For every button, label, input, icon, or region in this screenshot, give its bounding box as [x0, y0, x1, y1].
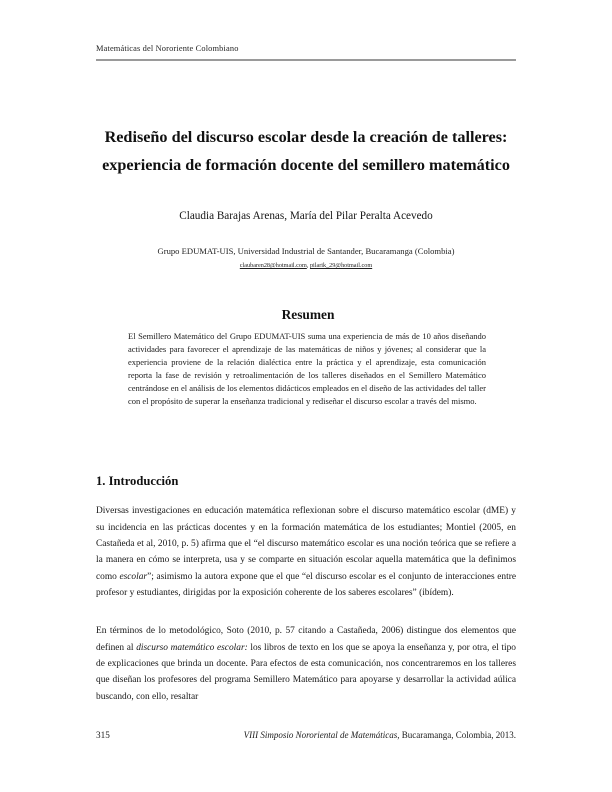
author-emails — [76, 261, 536, 271]
email-link-second[interactable]: pilarik_29@hotmail.com — [309, 262, 373, 269]
author-list: Claudia Barajas Arenas, María del Pilar Peralta Acevedo — [179, 210, 433, 222]
paragraph-2-italic-dme: discurso matemático escolar: — [136, 642, 248, 653]
email-link-first[interactable]: claubaren28@hotmail.com — [239, 262, 307, 269]
paragraph-2-part-2: los libros de texto en los que se apoya la enseñanza y, por otra, el tipo de explicaciones que brinda un docente. Para efectos de esta comunicación, nos concentraremos en los talleres que diseñan los profesores del programa Semillero Matemático para apoyarse y desarrollar la actividad aúlica buscando, con ello, resaltar — [96, 642, 516, 702]
paragraph-2-part-1: En términos de lo metodológico, Soto (2010, p. 57 citando a Castañeda, 2006) distingue dos elementos que definen al — [96, 626, 516, 653]
running-head — [96, 44, 516, 53]
body-paragraph-2 — [96, 623, 516, 704]
paragraph-1-italic-escolar: escolar — [119, 571, 148, 582]
abstract-text: El Semillero Matemático del Grupo EDUMAT-UIS suma una experiencia de más de 10 años diseñando actividades para favorecer el aprendizaje de las matemáticas de niños y jóvenes; al considerar que la experiencia proviene de la relación dialéctica entre la práctica y el aprendizaje, esta comunicación reporta la fase de revisión y retroalimentación de los talleres diseñados en el Semillero Matemático centrándose en el análisis de los elementos didácticos empleados en el diseño de las actividades del taller con el propósito de superar la enseñanza tradicional y rediseñar el discurso escolar a través del mismo. — [128, 331, 486, 407]
footer-conference-name: VIII Simposio Nororiental de Matemáticas, — [243, 730, 400, 740]
footer-venue: Bucaramanga, Colombia, 2013. — [399, 730, 516, 740]
footer-citation — [96, 730, 516, 740]
section-heading-introduccion: 1. Introducción — [96, 474, 179, 489]
paragraph-1-part-1: Diversas investigaciones en educación matemática reflexionan sobre el discurso matemático escolar (dME) y su incidencia en las prácticas docentes y en la formación matemática de los estudiantes; Montiel (2005, en Castañeda et al, 2010, p. 5) afirma que el “el discurso matemático escolar es una noción teórica que se refiere a la manera en cómo se interpreta, usa y se comparte en situación escolar aquella matemática que la definimos como — [96, 506, 516, 582]
abstract-heading: Resumen — [281, 307, 335, 323]
affiliation: Grupo EDUMAT-UIS, Universidad Industrial de Santander, Bucaramanga (Colombia) — [157, 246, 455, 256]
page-title: Rediseño del discurso escolar desde la creación de talleres: experiencia de formación docente del semillero matemático — [102, 127, 510, 174]
body-paragraph-1 — [96, 503, 516, 601]
email-separator: , — [306, 262, 310, 269]
page-number: 315 — [96, 730, 110, 740]
running-head-text: Matemáticas del Nororiente Colombiano — [96, 44, 239, 53]
paragraph-1-part-2: ”; asimismo la autora expone que el que “el discurso escolar es el conjunto de interacciones entre profesor y estudiantes, dirigidas por la exposición coherente de los saberes escolares” (ibídem). — [96, 571, 516, 598]
header-divider — [96, 59, 516, 61]
